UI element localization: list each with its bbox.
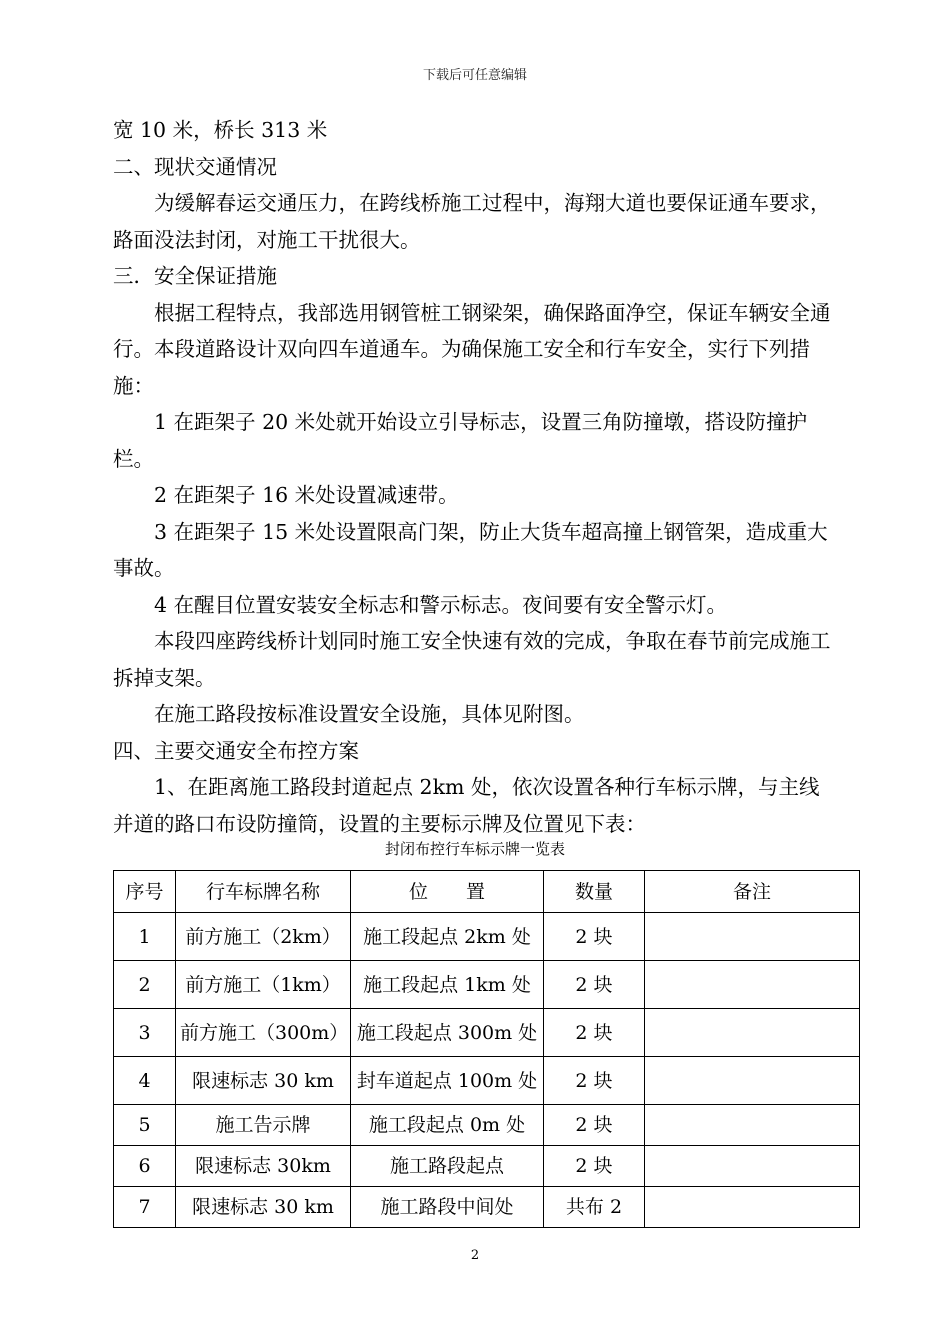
location-cell: 施工路段起点 bbox=[351, 1146, 544, 1187]
header-cell-sign-name: 行车标牌名称 bbox=[176, 871, 351, 913]
remarks-cell bbox=[645, 1146, 860, 1187]
remarks-cell bbox=[645, 1009, 860, 1057]
table-row bbox=[114, 1057, 860, 1105]
paragraph: 1、在距离施工路段封道起点 2km 处，依次设置各种行车标示牌，与主线并道的路口布设防撞筒，设置的主要标示牌及位置见下表： bbox=[113, 775, 820, 836]
measure-item: 3 在距架子 15 米处设置限高门架，防止大货车超高撞上钢管架，造成重大事故。 bbox=[113, 519, 828, 580]
sign-name-cell: 限速标志 30km bbox=[176, 1146, 351, 1187]
measure-item: 4 在醒目位置安装安全标志和警示标志。夜间要有安全警示灯。 bbox=[154, 592, 728, 617]
page-number: 2 bbox=[470, 1248, 480, 1263]
sign-table bbox=[113, 870, 860, 1228]
section-heading-safety-measures: 三．安全保证措施 bbox=[113, 264, 277, 288]
sign-name-cell: 限速标志 30 km bbox=[176, 1187, 351, 1228]
download-note: 下载后可任意编辑 bbox=[422, 68, 527, 83]
header-cell-remarks: 备注 bbox=[645, 871, 860, 913]
index-cell: 4 bbox=[114, 1057, 176, 1105]
table-row bbox=[114, 1146, 860, 1187]
location-cell: 施工段起点 2km 处 bbox=[351, 913, 544, 961]
quantity-cell: 2 块 bbox=[544, 913, 645, 961]
header-cell-quantity: 数量 bbox=[544, 871, 645, 913]
paragraph: 在施工路段按标准设置安全设施，具体见附图。 bbox=[154, 702, 585, 726]
paragraph: 本段四座跨线桥计划同时施工安全快速有效的完成，争取在春节前完成施工拆掉支架。 bbox=[113, 629, 831, 690]
sign-name-cell: 限速标志 30 km bbox=[176, 1057, 351, 1105]
location-cell: 施工路段中间处 bbox=[351, 1187, 544, 1228]
location-cell: 施工段起点 0m 处 bbox=[351, 1105, 544, 1146]
remarks-cell bbox=[645, 961, 860, 1009]
table-row bbox=[114, 1105, 860, 1146]
paragraph: 为缓解春运交通压力，在跨线桥施工过程中，海翔大道也要保证通车要求，路面没法封闭，对施工干扰很大。 bbox=[113, 191, 831, 252]
index-cell: 6 bbox=[114, 1146, 176, 1187]
table-header-row bbox=[114, 871, 860, 913]
quantity-cell: 共布 2 bbox=[544, 1187, 645, 1228]
index-cell: 7 bbox=[114, 1187, 176, 1228]
table-row bbox=[114, 1009, 860, 1057]
table-row bbox=[114, 1187, 860, 1228]
quantity-cell: 2 块 bbox=[544, 1146, 645, 1187]
quantity-cell: 2 块 bbox=[544, 1057, 645, 1105]
table-caption: 封闭布控行车标示牌一览表 bbox=[384, 840, 565, 858]
quantity-cell: 2 块 bbox=[544, 961, 645, 1009]
table-row bbox=[114, 961, 860, 1009]
index-cell: 5 bbox=[114, 1105, 176, 1146]
paragraph: 根据工程特点，我部选用钢管桩工钢梁架，确保路面净空，保证车辆安全通行。本段道路设计双向四车道通车。为确保施工安全和行车安全，实行下列措施： bbox=[113, 300, 831, 398]
location-cell: 封车道起点 100m 处 bbox=[351, 1057, 544, 1105]
remarks-cell bbox=[645, 1057, 860, 1105]
sign-name-cell: 前方施工（2km） bbox=[176, 913, 351, 961]
location-cell: 施工段起点 1km 处 bbox=[351, 961, 544, 1009]
remarks-cell bbox=[645, 1105, 860, 1146]
document-body bbox=[113, 112, 838, 842]
location-cell: 施工段起点 300m 处 bbox=[351, 1009, 544, 1057]
sign-name-cell: 施工告示牌 bbox=[176, 1105, 351, 1146]
quantity-cell: 2 块 bbox=[544, 1009, 645, 1057]
measure-item: 1 在距架子 20 米处就开始设立引导标志，设置三角防撞墩，搭设防撞护栏。 bbox=[113, 410, 808, 471]
section-heading-traffic-plan: 四、主要交通安全布控方案 bbox=[113, 738, 359, 763]
table-row bbox=[114, 913, 860, 961]
header-cell-location: 位 置 bbox=[351, 871, 544, 913]
sign-name-cell: 前方施工（300m） bbox=[176, 1009, 351, 1057]
bridge-dimensions-line: 宽 10 米，桥长 313 米 bbox=[113, 118, 328, 142]
index-cell: 3 bbox=[114, 1009, 176, 1057]
index-cell: 1 bbox=[114, 913, 176, 961]
remarks-cell bbox=[645, 1187, 860, 1228]
section-heading-traffic-status: 二、现状交通情况 bbox=[113, 154, 277, 179]
measure-item: 2 在距架子 16 米处设置减速带。 bbox=[154, 483, 459, 507]
remarks-cell bbox=[645, 913, 860, 961]
header-cell-index: 序号 bbox=[114, 871, 176, 913]
index-cell: 2 bbox=[114, 961, 176, 1009]
quantity-cell: 2 块 bbox=[544, 1105, 645, 1146]
sign-name-cell: 前方施工（1km） bbox=[176, 961, 351, 1009]
